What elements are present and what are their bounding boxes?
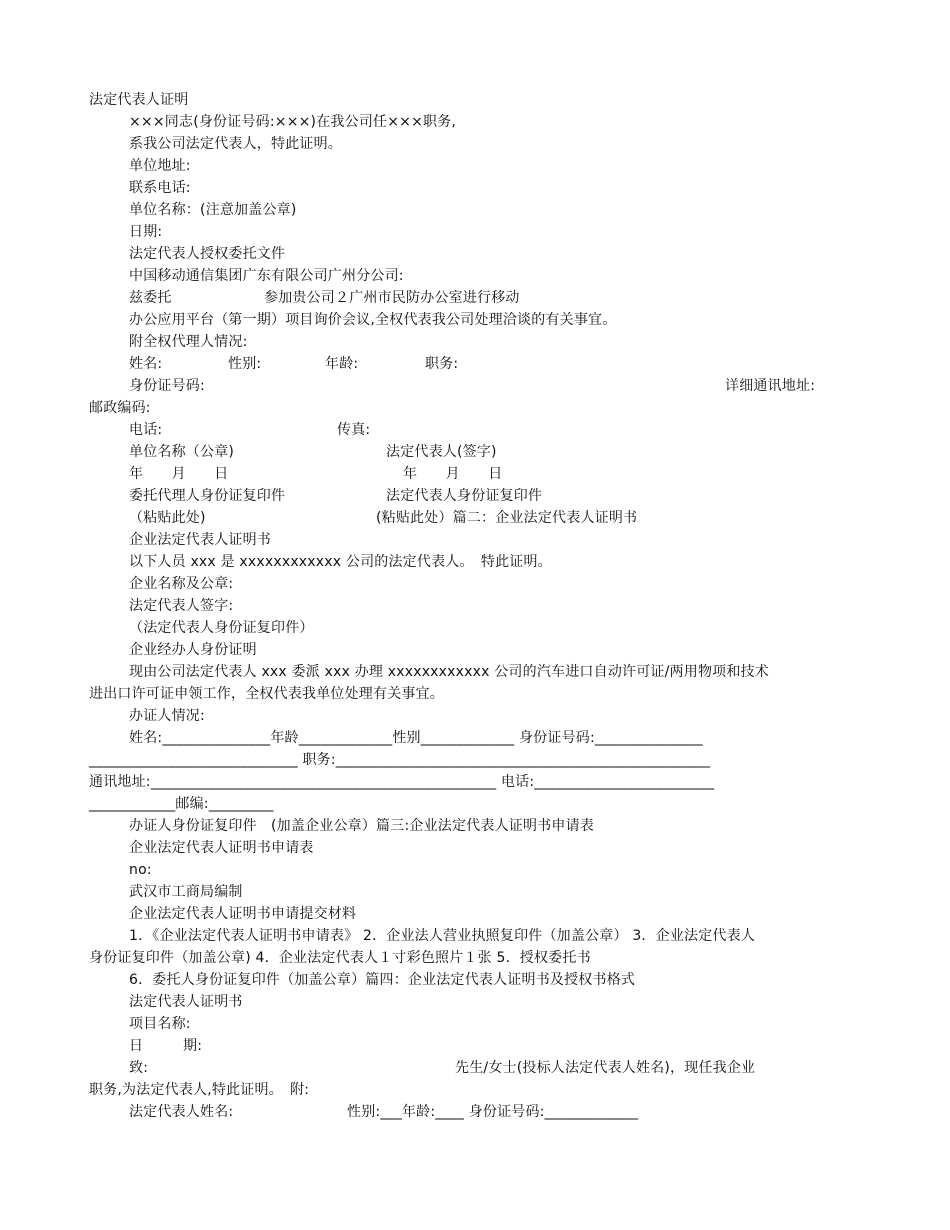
doc-line: 办证人身份证复印件 (加盖企业公章）篇三:企业法定代表人证明书申请表 [129, 818, 594, 834]
doc-line: 以下人员 xxx 是 xxxxxxxxxxxx 公司的法定代表人。 特此证明。 [129, 554, 552, 570]
field-label: 详细通讯地址: [725, 378, 816, 394]
section-heading: 法定代表人证明书 [129, 994, 243, 1010]
section-heading: 企业法定代表人证明书 [129, 532, 271, 548]
form-line: ____________邮编:_________ [89, 796, 274, 812]
doc-line: 法定代表人身份证复印件 [386, 488, 543, 504]
doc-line: 日 [129, 1038, 144, 1054]
doc-line: 中国移动通信集团广东有限公司广州分公司: [129, 268, 404, 284]
section-heading: 法定代表人授权委托文件 [129, 246, 286, 262]
doc-line: 项目名称: [129, 1016, 191, 1032]
form-line: 姓名:_______________年龄_____________性别_____________ 身份证号码:_______________ [129, 730, 703, 746]
doc-line: 委托代理人身份证复印件 [129, 488, 286, 504]
field-label: 法定代表人姓名: [129, 1104, 234, 1120]
form-line: 性别:___年龄:____ 身份证号码:_____________ [347, 1104, 639, 1120]
doc-line: 日期: [129, 224, 163, 240]
doc-line: 办证人情况: [129, 708, 205, 724]
date-line: 年 月 日 [403, 466, 503, 482]
doc-title: 法定代表人证明 [89, 92, 189, 108]
doc-line: 企业名称及公章: [129, 576, 234, 592]
field-label: 性别: [228, 356, 262, 372]
doc-line: (粘贴此处）篇二：企业法定代表人证明书 [376, 510, 638, 526]
doc-line: 现由公司法定代表人 xxx 委派 xxx 办理 xxxxxxxxxxxx 公司的汽车进口自动许可证/两用物项和技术 [129, 664, 769, 680]
doc-line: 武汉市工商局编制 [129, 884, 243, 900]
doc-line: 期: [183, 1038, 203, 1054]
doc-line: 企业法定代表人证明书申请提交材料 [129, 906, 357, 922]
doc-line: 参加贵公司２广州市民防办公室进行移动 [264, 290, 520, 306]
field-label: 姓名: [129, 356, 163, 372]
field-label: 邮政编码: [89, 400, 151, 416]
field-label: 电话: [129, 422, 163, 438]
doc-line: 单位名称：(注意加盖公章) [129, 202, 297, 218]
doc-line: （法定代表人身份证复印件） [129, 620, 314, 636]
field-label: 年龄: [325, 356, 359, 372]
doc-line: 办公应用平台（第一期）项目询价会议,全权代表我公司处理洽谈的有关事宜。 [129, 312, 617, 328]
field-label: 身份证号码: [129, 378, 205, 394]
doc-line: 系我公司法定代表人，特此证明。 [129, 136, 342, 152]
doc-line: 兹委托 [129, 290, 172, 306]
doc-line: （粘贴此处) [129, 510, 206, 526]
doc-line: 联系电话: [129, 180, 191, 196]
doc-line: 1．《企业法定代表人证明书申请表》 2．企业法人营业执照复印件（加盖公章） 3．企业法定代表人 [129, 928, 756, 944]
doc-line: 6．委托人身份证复印件（加盖公章）篇四：企业法定代表人证明书及授权书格式 [129, 972, 636, 988]
form-line: 通讯地址:________________________________________________ 电话:_________________________ [89, 774, 715, 790]
section-heading: 企业经办人身份证明 [129, 642, 257, 658]
doc-line: no: [129, 862, 152, 878]
doc-line: 身份证复印件（加盖公章) 4．企业法定代表人１寸彩色照片１张 5．授权委托书 [89, 950, 591, 966]
doc-line: 附全权代理人情况: [129, 334, 248, 350]
date-line: 年 月 日 [129, 466, 229, 482]
doc-line: 职务,为法定代表人,特此证明。 附: [89, 1082, 310, 1098]
doc-line: 致: [129, 1060, 149, 1076]
form-line: _____________________________ 职务:____________________________________________________ [89, 752, 711, 768]
doc-line: 法定代表人(签字) [386, 444, 497, 460]
doc-line: 进出口许可证申领工作，全权代表我单位处理有关事宜。 [89, 686, 444, 702]
doc-line: 单位名称（公章) [129, 444, 235, 460]
doc-line: 法定代表人签字: [129, 598, 234, 614]
field-label: 传真: [337, 422, 371, 438]
section-heading: 企业法定代表人证明书申请表 [129, 840, 314, 856]
field-label: 职务: [425, 356, 459, 372]
doc-line: 单位地址: [129, 158, 191, 174]
doc-line: 先生/女士(投标人法定代表人姓名)，现任我企业 [455, 1060, 756, 1076]
doc-line: ×××同志(身份证号码:×××)在我公司任×××职务, [129, 114, 457, 130]
